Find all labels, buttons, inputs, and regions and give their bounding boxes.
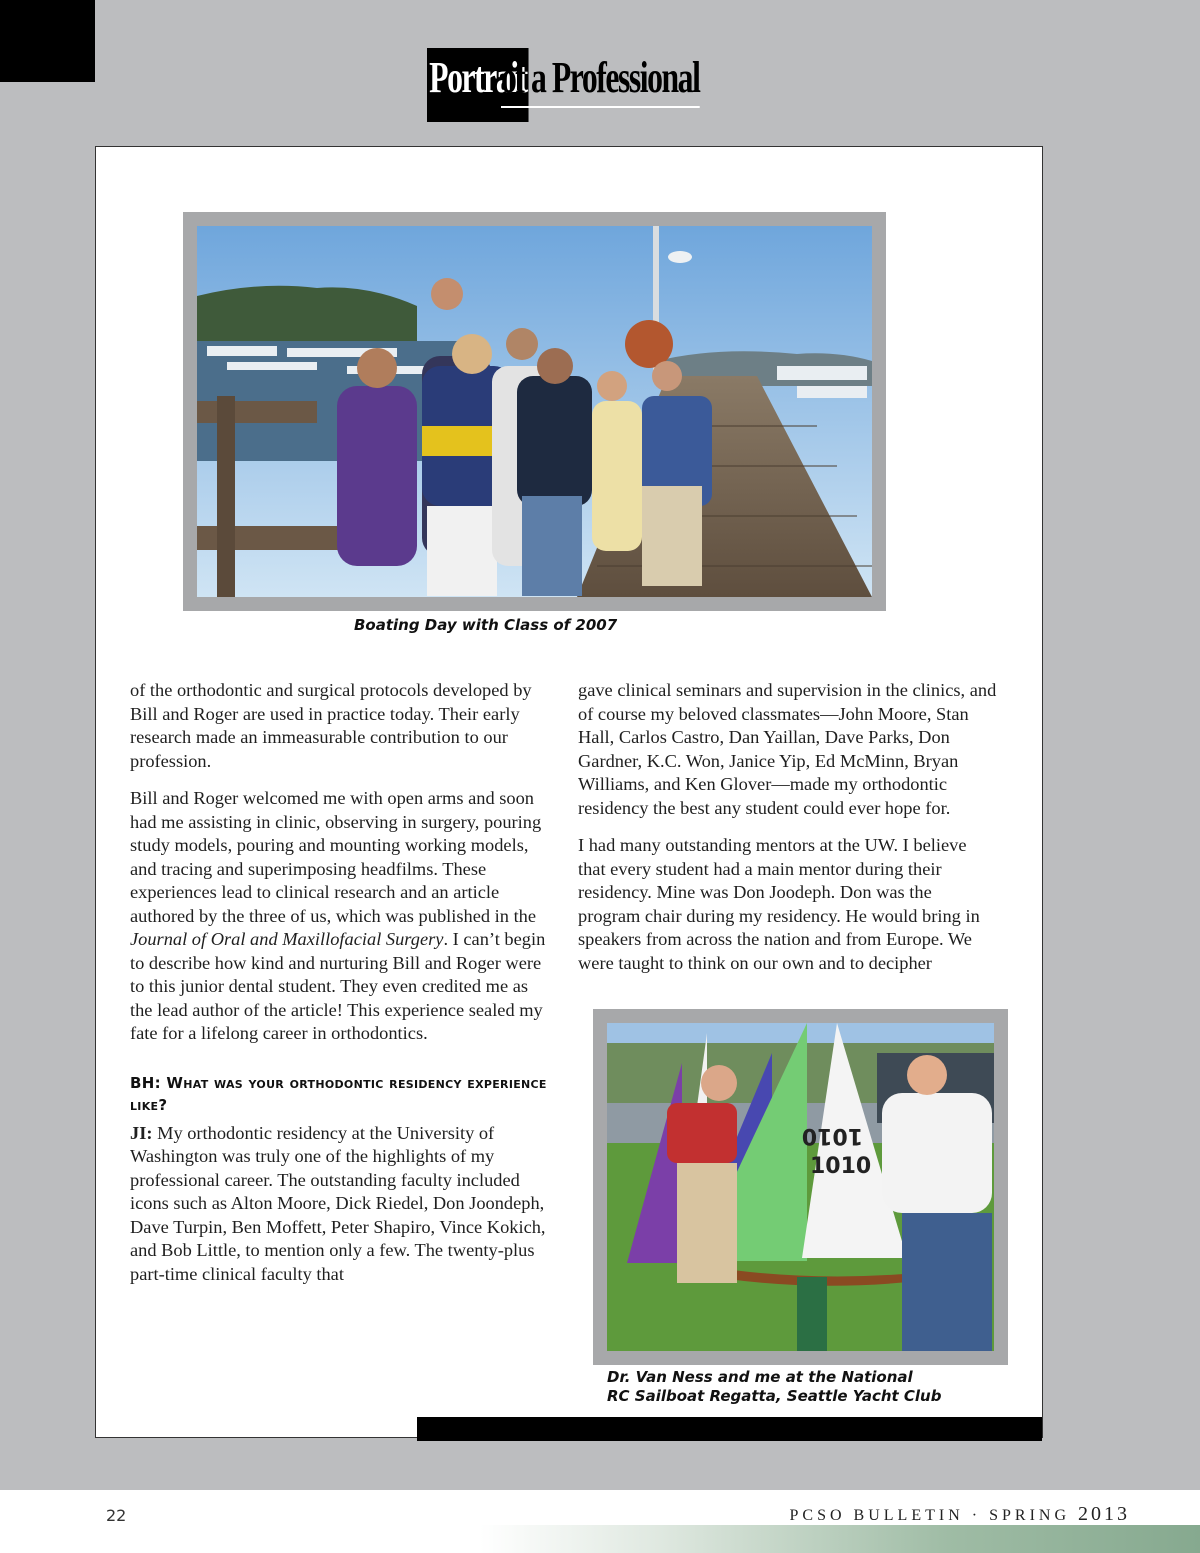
question-text: What was your orthodontic residency experience like?	[130, 1073, 547, 1114]
bottom-caption-line-1: Dr. Van Ness and me at the National	[607, 1368, 913, 1386]
answer-text: My orthodontic residency at the University of Washington was truly one of the highlights of my professional career. The outstanding faculty included icons such as Alton Moore, Dick Riedel, Don Joondeph, Dave Turpin, Ben Moffett, Peter Shapiro, Vince Kokich, and Bob Little, to mention only a few. The twenty-plus part-time clinical faculty that	[130, 1122, 546, 1284]
section-header-highlight: Portrait	[427, 48, 529, 122]
sailboat-regatta-photo	[607, 1023, 994, 1351]
right-paragraph-1: gave clinical seminars and supervision in the clinics, and of course my beloved classmates—John Moore, Stan Hall, Carlos Castro, Dan Yaillan, Dave Parks, Don Gardner, K.C. Won, Janice Yip, Ed McMinn, Bryan Williams, and Ken Glover—made my orthodontic residency the best any student could ever hope for.	[578, 680, 997, 818]
corner-tab	[0, 0, 95, 82]
footer-stripe	[480, 1525, 1200, 1553]
answer-label: JI:	[130, 1122, 153, 1143]
publication-name: PCSO BULLETIN	[789, 1507, 964, 1524]
right-paragraph-2: I had many outstanding mentors at the UW. I believe that every student had a main mentor during their residency. Mine was Don Joodeph. Don was the program chair during my residency. He would bring in speakers from across the nation and from Europe. We were taught to think on our own and to decipher	[578, 835, 980, 973]
left-paragraph-2-text-a: Bill and Roger welcomed me with open arms and soon had me assisting in clinic, observing in surgery, pouring study models, pouring and mounting working models, and tracing and superimposing headfilms. These experiences lead to clinical research and an article authored by the three of us, which was published in the	[130, 788, 542, 926]
sail-number-upper: 1010	[801, 1123, 863, 1148]
sail-number-lower: 1010	[810, 1154, 872, 1179]
publication-footer	[790, 1503, 1130, 1526]
interview-answer	[130, 1122, 550, 1287]
section-header	[427, 48, 777, 122]
left-paragraph-2	[130, 787, 550, 1046]
bottom-caption-line-2: RC Sailboat Regatta, Seattle Yacht Club	[607, 1387, 942, 1405]
left-paragraph-1: of the orthodontic and surgical protocols developed by Bill and Roger are used in practice today. Their early research made an immeasurable contribution to our profession.	[130, 680, 532, 771]
issue-year: 2013	[1078, 1503, 1130, 1525]
left-paragraph-2-text-b: . I can’t begin to describe how kind and nurturing Bill and Roger were to this junior dental student. They even credited me as the lead author of the article! This experience sealed my fate for a lifelong career in orthodontics.	[130, 929, 546, 1043]
journal-title: Journal of Oral and Maxillofacial Surgery	[130, 929, 444, 949]
left-column	[130, 679, 550, 1300]
page-number: 22	[106, 1506, 127, 1525]
group-photo-boating-day	[197, 226, 872, 597]
top-photo-caption: Boating Day with Class of 2007	[354, 616, 618, 634]
footer-separator: ·	[971, 1507, 982, 1524]
interview-question	[130, 1072, 550, 1116]
right-column	[578, 679, 998, 989]
issue-season: SPRING	[989, 1507, 1070, 1524]
panel-bottom-bar	[417, 1417, 1042, 1441]
bottom-photo-caption	[607, 1368, 941, 1406]
section-header-rest: of a Professional	[501, 48, 699, 108]
question-label: BH:	[130, 1073, 161, 1092]
